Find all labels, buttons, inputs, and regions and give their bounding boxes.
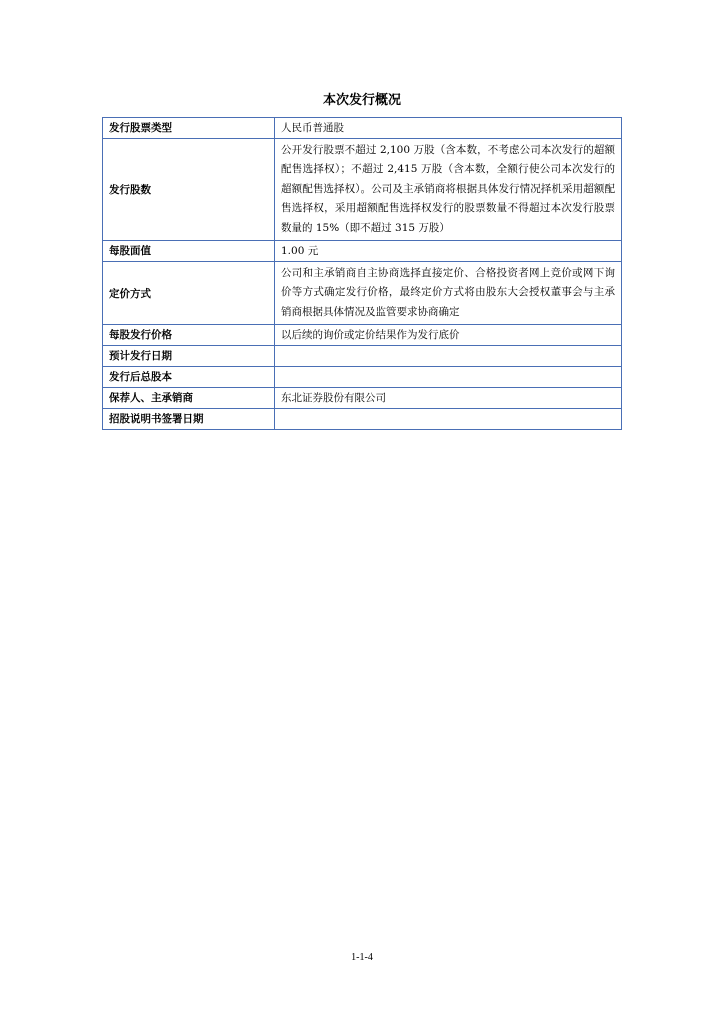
row-value-share-count: 公开发行股票不超过 2,100 万股（含本数，不考虑公司本次发行的超额配售选择权）；不超过 2,415 万股（含本数，全额行使公司本次发行的超额配售选择权）。公司及主承销商将根据具体发行情况择机采用超额配售选择权，采用超额配售选择权发行的股票数量不得超过本次发行股票数量的 15%（即不超过 315 万股） xyxy=(275,139,622,241)
row-value-pricing-method: 公司和主承销商自主协商选择直接定价、合格投资者网上竞价或网下询价等方式确定发行价格，最终定价方式将由股东大会授权董事会与主承销商根据具体情况及监管要求协商确定 xyxy=(275,262,622,325)
table-row xyxy=(103,325,622,346)
row-label-issue-date: 预计发行日期 xyxy=(103,346,275,367)
page-number: 1-1-4 xyxy=(351,952,373,963)
table-row xyxy=(103,346,622,367)
row-value-issue-date xyxy=(275,346,622,367)
row-label-total-shares: 发行后总股本 xyxy=(103,367,275,388)
table-row xyxy=(103,139,622,241)
row-value-par-value: 1.00 元 xyxy=(275,241,622,262)
row-label-share-count: 发行股数 xyxy=(103,139,275,241)
row-label-signing-date: 招股说明书签署日期 xyxy=(103,409,275,430)
row-label-stock-type: 发行股票类型 xyxy=(103,118,275,139)
table-row xyxy=(103,409,622,430)
row-label-par-value: 每股面值 xyxy=(103,241,275,262)
issuance-overview-table xyxy=(102,117,622,430)
row-value-total-shares xyxy=(275,367,622,388)
row-value-signing-date xyxy=(275,409,622,430)
row-value-issue-price: 以后续的询价或定价结果作为发行底价 xyxy=(275,325,622,346)
table-row xyxy=(103,388,622,409)
table-row xyxy=(103,367,622,388)
row-label-pricing-method: 定价方式 xyxy=(103,262,275,325)
document-title: 本次发行概况 xyxy=(322,93,401,108)
table-row xyxy=(103,241,622,262)
row-value-sponsor: 东北证券股份有限公司 xyxy=(275,388,622,409)
table-row xyxy=(103,262,622,325)
row-label-sponsor: 保荐人、主承销商 xyxy=(103,388,275,409)
row-value-stock-type: 人民币普通股 xyxy=(275,118,622,139)
table-row xyxy=(103,118,622,139)
row-label-issue-price: 每股发行价格 xyxy=(103,325,275,346)
